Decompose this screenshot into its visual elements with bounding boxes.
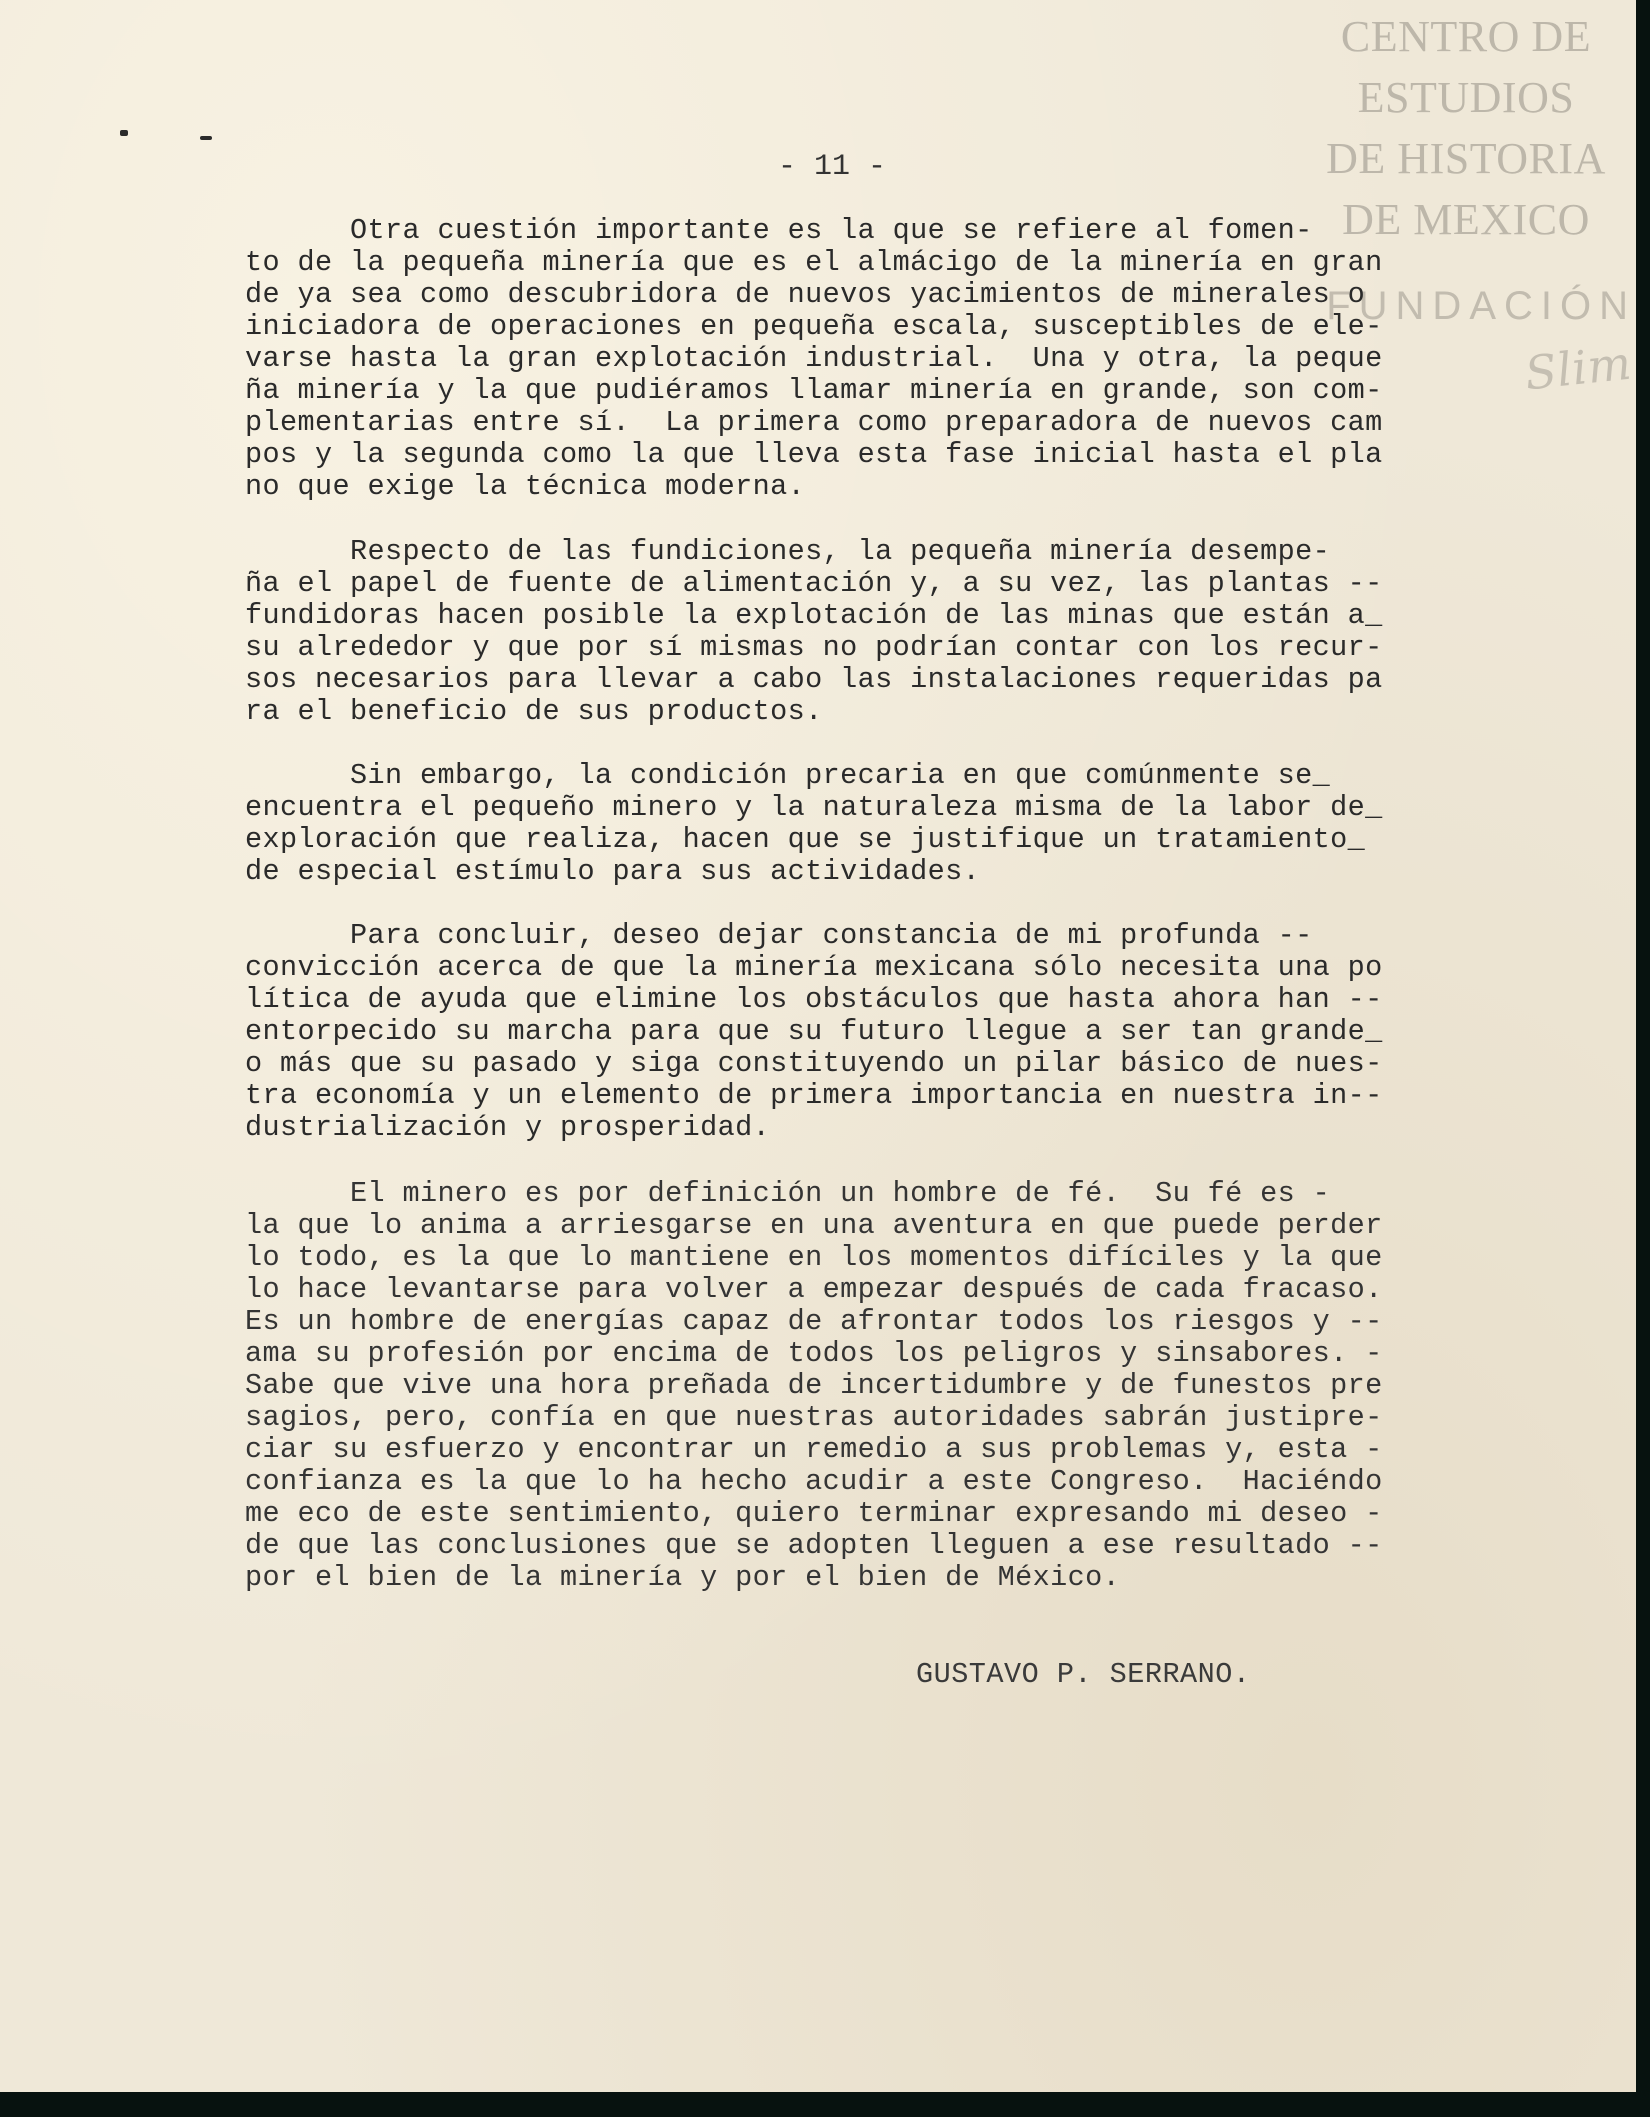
paragraph-precarious-condition: [245, 760, 1515, 888]
text-line: ama su profesión por encima de todos los peligros y sinsabores. -: [245, 1337, 1383, 1370]
text-line: Sabe que vive una hora preñada de incertidumbre y de funestos pre: [245, 1369, 1383, 1402]
text-line: de especial estímulo para sus actividades.: [245, 855, 981, 888]
text-line: de que las conclusiones que se adopten lleguen a ese resultado --: [245, 1529, 1383, 1562]
text-line: El minero es por definición un hombre de fé. Su fé es -: [245, 1177, 1331, 1210]
text-line: sagios, pero, confía en que nuestras autoridades sabrán justipre-: [245, 1401, 1383, 1434]
watermark-line: CENTRO DE: [1340, 12, 1592, 61]
text-line: ra el beneficio de sus productos.: [245, 695, 823, 728]
text-line: encuentra el pequeño minero y la naturaleza misma de la labor de_: [245, 791, 1383, 824]
text-line: lítica de ayuda que elimine los obstáculos que hasta ahora han --: [245, 983, 1383, 1016]
text-line: Es un hombre de energías capaz de afrontar todos los riesgos y --: [245, 1305, 1383, 1338]
text-line: iniciadora de operaciones en pequeña escala, susceptibles de ele-: [245, 310, 1383, 343]
text-line: fundidoras hacen posible la explotación de las minas que están a_: [245, 599, 1383, 632]
paragraph-smelters: [245, 536, 1515, 728]
text-line: de ya sea como descubridora de nuevos yacimientos de minerales o: [245, 278, 1366, 311]
text-line: varse hasta la gran explotación industrial. Una y otra, la peque: [245, 342, 1383, 375]
paragraph-conclusion: [245, 920, 1515, 1144]
text-line: confianza es la que lo ha hecho acudir a este Congreso. Haciéndo: [245, 1465, 1383, 1498]
text-line: lo hace levantarse para volver a empezar después de cada fracaso.: [245, 1273, 1383, 1306]
text-line: exploración que realiza, hacen que se justifique un tratamiento_: [245, 823, 1366, 856]
text-line: Para concluir, deseo dejar constancia de mi profunda --: [245, 919, 1313, 952]
text-line: ña el papel de fuente de alimentación y, a su vez, las plantas --: [245, 567, 1383, 600]
text-line: me eco de este sentimiento, quiero terminar expresando mi deseo -: [245, 1497, 1383, 1530]
text-line: Respecto de las fundiciones, la pequeña minería desempe-: [245, 535, 1331, 568]
text-line: por el bien de la minería y por el bien de México.: [245, 1561, 1121, 1594]
text-line: tra economía y un elemento de primera importancia en nuestra in--: [245, 1079, 1383, 1112]
text-line: to de la pequeña minería que es el almácigo de la minería en gran: [245, 246, 1383, 279]
text-line: no que exige la técnica moderna.: [245, 470, 806, 503]
watermark-line: DE HISTORIA: [1326, 134, 1606, 183]
text-line: sos necesarios para llevar a cabo las instalaciones requeridas pa: [245, 663, 1383, 696]
punch-mark: [120, 130, 128, 136]
text-line: Otra cuestión importante es la que se refiere al fomen-: [245, 214, 1313, 247]
text-line: su alrededor y que por sí mismas no podrían contar con los recur-: [245, 631, 1383, 664]
text-line: pos y la segunda como la que lleva esta fase inicial hasta el pla: [245, 438, 1383, 471]
watermark-line: ESTUDIOS: [1357, 73, 1575, 122]
text-line: Sin embargo, la condición precaria en que comúnmente se_: [245, 759, 1331, 792]
paragraph-small-mining: [245, 215, 1515, 503]
watermark-line: DE MEXICO: [1342, 195, 1590, 244]
watermark-signature-scribble: Slim: [1522, 335, 1635, 401]
archive-watermark: [1306, 6, 1636, 401]
text-line: o más que su pasado y siga constituyendo un pilar básico de nues-: [245, 1047, 1383, 1080]
punch-mark: [200, 136, 212, 140]
text-line: ña minería y la que pudiéramos llamar minería en grande, son com-: [245, 374, 1383, 407]
text-line: dustrialización y prosperidad.: [245, 1111, 771, 1144]
text-line: plementarias entre sí. La primera como preparadora de nuevos cam: [245, 406, 1383, 439]
paragraph-miner-faith: [245, 1178, 1515, 1594]
text-line: lo todo, es la que lo mantiene en los momentos difíciles y la que: [245, 1241, 1383, 1274]
text-line: convicción acerca de que la minería mexicana sólo necesita una po: [245, 951, 1383, 984]
text-line: la que lo anima a arriesgarse en una aventura en que puede perder: [245, 1209, 1383, 1242]
page-number: - 11 -: [778, 150, 887, 184]
text-line: entorpecido su marcha para que su futuro llegue a ser tan grande_: [245, 1015, 1383, 1048]
watermark-subtitle: FUNDACIÓN: [1326, 284, 1636, 328]
text-line: ciar su esfuerzo y encontrar un remedio a sus problemas y, esta -: [245, 1433, 1383, 1466]
author-signature: GUSTAVO P. SERRANO.: [916, 1658, 1251, 1691]
